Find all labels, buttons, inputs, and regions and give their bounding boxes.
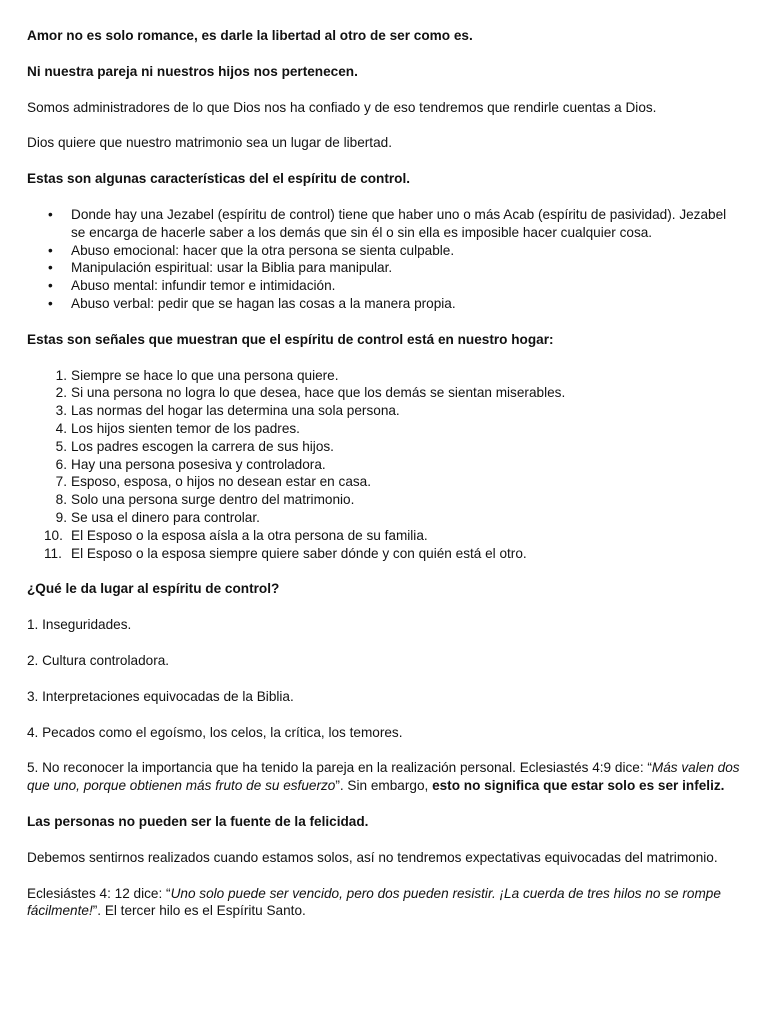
- signs-list: [27, 367, 743, 563]
- intro-statement-2: Ni nuestra pareja ni nuestros hijos nos pertenecen.: [27, 63, 358, 79]
- signs-item-text: El Esposo o la esposa siempre quiere saber dónde y con quién está el otro.: [71, 545, 527, 561]
- signs-item-number: 6.: [55, 456, 67, 472]
- characteristics-list: [27, 206, 743, 313]
- bullet-icon: •: [48, 260, 53, 276]
- signs-item-number: 4.: [55, 420, 67, 436]
- signs-item: [44, 545, 743, 563]
- characteristics-item-text: Abuso emocional: hacer que la otra persona se sienta culpable.: [71, 242, 455, 258]
- signs-item-number: 5.: [55, 438, 67, 454]
- causes-item-5-mid: ”. Sin embargo,: [335, 778, 433, 794]
- signs-item: [55, 491, 743, 509]
- signs-item: [55, 402, 743, 420]
- closing-verse-tail: ”. El tercer hilo es el Espíritu Santo.: [92, 903, 306, 919]
- causes-item-5-lead: 5. No reconocer la importancia que ha tenido la pareja en la realización personal. Eclesiastés 4:9 dice: “: [27, 760, 652, 776]
- signs-item-text: Se usa el dinero para controlar.: [71, 509, 260, 525]
- signs-item: [55, 384, 743, 402]
- causes-item: 2. Cultura controladora.: [27, 652, 170, 668]
- ecclesiastes-4-12-quote: Uno solo puede ser vencido, pero dos pueden resistir. ¡La cuerda de tres hilos no se rompe fácilmente!: [27, 885, 721, 919]
- causes-heading: ¿Qué le da lugar al espíritu de control?: [27, 581, 280, 597]
- signs-item-text: Si una persona no logra lo que desea, hace que los demás se sientan miserables.: [71, 385, 566, 401]
- signs-item: [55, 438, 743, 456]
- intro-paragraph-2: Dios quiere que nuestro matrimonio sea un lugar de libertad.: [27, 135, 392, 151]
- document-page: [27, 27, 743, 938]
- signs-item: [55, 456, 743, 474]
- signs-item: [55, 509, 743, 527]
- characteristics-item: [48, 295, 743, 313]
- signs-item-number: 2.: [55, 385, 67, 401]
- signs-item-text: Solo una persona surge dentro del matrimonio.: [71, 492, 355, 508]
- causes-item: 1. Inseguridades.: [27, 617, 132, 633]
- signs-heading: Estas son señales que muestran que el espíritu de control está en nuestro hogar:: [27, 331, 554, 347]
- signs-item-number: 11.: [44, 545, 62, 561]
- signs-item: [44, 527, 743, 545]
- bullet-icon: •: [48, 206, 53, 222]
- signs-item-number: 9.: [55, 509, 67, 525]
- closing-heading: Las personas no pueden ser la fuente de la felicidad.: [27, 813, 369, 829]
- characteristics-item-text: Manipulación espiritual: usar la Biblia para manipular.: [71, 260, 393, 276]
- bullet-icon: •: [48, 242, 53, 258]
- intro-statement-1: Amor no es solo romance, es darle la libertad al otro de ser como es.: [27, 28, 473, 43]
- bullet-icon: •: [48, 295, 53, 311]
- characteristics-item: [48, 277, 743, 295]
- characteristics-item-text: Abuso mental: infundir temor e intimidación.: [71, 278, 336, 294]
- causes-item-5: [27, 759, 743, 795]
- signs-item-number: 7.: [55, 474, 67, 490]
- closing-verse: [27, 885, 743, 921]
- signs-item-text: Los padres escogen la carrera de sus hijos.: [71, 438, 334, 454]
- signs-item-number: 8.: [55, 492, 67, 508]
- characteristics-item: [48, 206, 743, 242]
- characteristics-item: [48, 259, 743, 277]
- characteristics-item: [48, 242, 743, 260]
- closing-paragraph: Debemos sentirnos realizados cuando estamos solos, así no tendremos expectativas equivocadas del matrimonio.: [27, 849, 718, 865]
- causes-item: 4. Pecados como el egoísmo, los celos, la crítica, los temores.: [27, 724, 403, 740]
- ecclesiastes-4-9-quote: Más valen dos que uno, porque obtienen más fruto de su esfuerzo: [27, 760, 740, 794]
- signs-item-number: 10.: [44, 527, 63, 543]
- signs-item-text: Los hijos sienten temor de los padres.: [71, 420, 300, 436]
- signs-item-text: Hay una persona posesiva y controladora.: [71, 456, 326, 472]
- signs-item-text: Esposo, esposa, o hijos no desean estar en casa.: [71, 474, 372, 490]
- causes-item-5-emphasis: esto no significa que estar solo es ser infeliz.: [432, 778, 725, 794]
- signs-item-text: Las normas del hogar las determina una sola persona.: [71, 403, 400, 419]
- intro-paragraph-1: Somos administradores de lo que Dios nos ha confiado y de eso tendremos que rendirle cuentas a Dios.: [27, 99, 657, 115]
- characteristics-item-text: Donde hay una Jezabel (espíritu de control) tiene que haber uno o más Acab (espíritu de pasividad). Jezabel se encarga de hacerle saber a los demás que sin él o sin ella es imposible hacer cualquier cosa.: [71, 206, 727, 240]
- signs-item-text: El Esposo o la esposa aísla a la otra persona de su familia.: [71, 527, 428, 543]
- bullet-icon: •: [48, 278, 53, 294]
- signs-item: [55, 420, 743, 438]
- signs-item-text: Siempre se hace lo que una persona quiere.: [71, 367, 339, 383]
- characteristics-heading: Estas son algunas características del el espíritu de control.: [27, 171, 411, 187]
- signs-item-number: 1.: [55, 367, 67, 383]
- signs-item-number: 3.: [55, 403, 67, 419]
- signs-item: [55, 473, 743, 491]
- characteristics-item-text: Abuso verbal: pedir que se hagan las cosas a la manera propia.: [71, 295, 456, 311]
- closing-verse-lead: Eclesiástes 4: 12 dice: “: [27, 885, 171, 901]
- signs-item: [55, 367, 743, 385]
- causes-item: 3. Interpretaciones equivocadas de la Biblia.: [27, 688, 294, 704]
